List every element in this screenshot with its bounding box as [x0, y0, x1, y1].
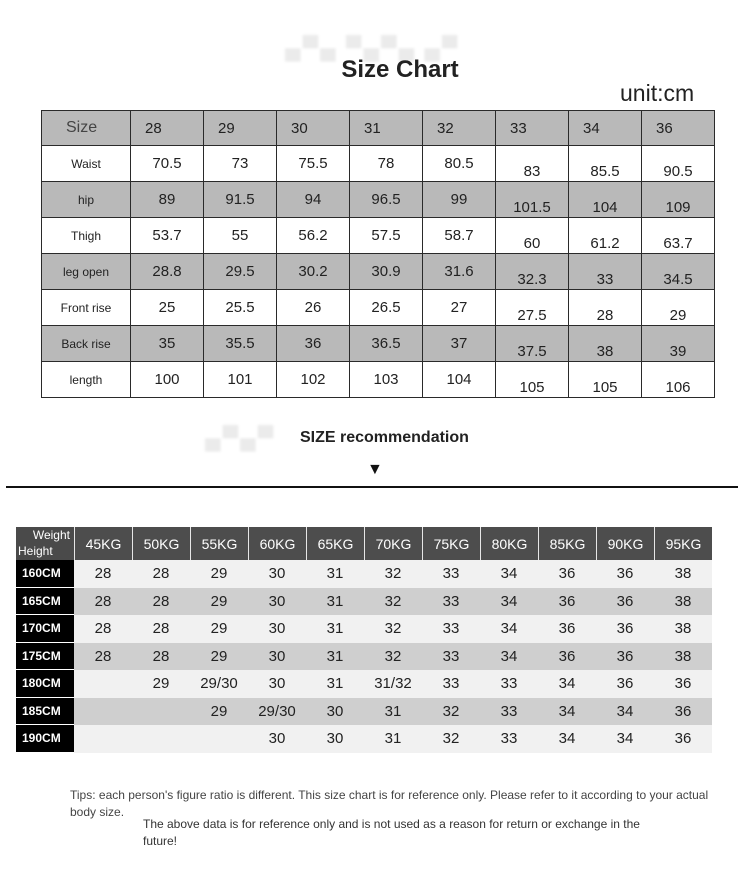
- measurement-cell: 35.5: [204, 326, 277, 362]
- measurement-cell: 109: [642, 182, 715, 218]
- measurement-cell: 90.5: [642, 146, 715, 182]
- tips-text: Tips: each person's figure ratio is different. This size chart is for reference only. Please refer to it according to your actual body size.: [70, 788, 709, 819]
- recommended-size-cell: 38: [654, 560, 712, 588]
- weight-header-cell: 85KG: [538, 527, 596, 560]
- measurement-cell: 26: [277, 290, 350, 326]
- table-corner-header: [16, 527, 74, 560]
- recommended-size-cell: 36: [596, 588, 654, 616]
- measurement-cell: 60: [496, 218, 569, 254]
- recommended-size-cell: 31: [306, 615, 364, 643]
- height-row: [16, 588, 712, 616]
- measurement-cell: 38: [569, 326, 642, 362]
- measurement-cell: 55: [204, 218, 277, 254]
- measurement-cell: 25.5: [204, 290, 277, 326]
- recommended-size-cell: 32: [364, 615, 422, 643]
- recommended-size-cell: 32: [422, 725, 480, 753]
- measurement-cell: 27: [423, 290, 496, 326]
- height-label: 170CM: [16, 615, 74, 643]
- measurement-cell: 94: [277, 182, 350, 218]
- measurement-cell: 104: [569, 182, 642, 218]
- weight-header-cell: 70KG: [364, 527, 422, 560]
- measurement-label: Waist: [42, 146, 131, 182]
- measurement-cell: 89: [131, 182, 204, 218]
- weight-header-cell: 60KG: [248, 527, 306, 560]
- measurement-cell: 29: [642, 290, 715, 326]
- recommended-size-cell: 28: [132, 643, 190, 671]
- measurement-cell: 27.5: [496, 290, 569, 326]
- measurement-cell: 37: [423, 326, 496, 362]
- recommended-size-cell: 36: [538, 615, 596, 643]
- recommended-size-cell: 30: [306, 725, 364, 753]
- measurement-cell: 85.5: [569, 146, 642, 182]
- measurement-cell: 29.5: [204, 254, 277, 290]
- page-title: Size Chart: [341, 56, 459, 83]
- recommended-size-cell: 36: [596, 670, 654, 698]
- recommended-size-cell: 33: [422, 615, 480, 643]
- measurement-cell: 101: [204, 362, 277, 398]
- recommended-size-cell: 36: [654, 670, 712, 698]
- watermark-top: ▄▀▄ ▀▄▀▄ ▄▀: [285, 35, 460, 60]
- measurement-cell: 106: [642, 362, 715, 398]
- recommendation-table: [16, 527, 712, 753]
- measurement-cell: 104: [423, 362, 496, 398]
- recommended-size-cell: 34: [480, 643, 538, 671]
- recommended-size-cell: 29: [190, 588, 248, 616]
- recommended-size-cell: 30: [248, 615, 306, 643]
- size-header-label: Size: [42, 111, 131, 146]
- section-divider: [6, 486, 738, 488]
- recommended-size-cell: 34: [596, 725, 654, 753]
- measurement-cell: 34.5: [642, 254, 715, 290]
- weight-header-cell: 45KG: [74, 527, 132, 560]
- measurement-cell: 28: [569, 290, 642, 326]
- recommended-size-cell: 33: [422, 643, 480, 671]
- weight-axis-label: Weight: [32, 528, 70, 542]
- measurement-cell: 91.5: [204, 182, 277, 218]
- height-label: 185CM: [16, 698, 74, 726]
- recommended-size-cell: 31: [306, 643, 364, 671]
- measurement-cell: 36.5: [350, 326, 423, 362]
- height-row: [16, 643, 712, 671]
- height-axis-label: Height: [18, 544, 53, 558]
- recommended-size-cell: 30: [248, 560, 306, 588]
- measurement-cell: 80.5: [423, 146, 496, 182]
- height-label: 175CM: [16, 643, 74, 671]
- recommended-size-cell: 29: [190, 615, 248, 643]
- measurement-cell: 63.7: [642, 218, 715, 254]
- measurement-cell: 105: [496, 362, 569, 398]
- height-label: 180CM: [16, 670, 74, 698]
- measurement-label: Thigh: [42, 218, 131, 254]
- recommended-size-cell: 34: [596, 698, 654, 726]
- measurement-cell: 32.3: [496, 254, 569, 290]
- recommended-size-cell: 33: [480, 725, 538, 753]
- measurement-cell: 57.5: [350, 218, 423, 254]
- recommended-size-cell: 30: [248, 670, 306, 698]
- recommended-size-cell: 32: [364, 588, 422, 616]
- measurement-cell: 70.5: [131, 146, 204, 182]
- measurement-cell: 83: [496, 146, 569, 182]
- measurement-row: [42, 290, 715, 326]
- recommended-size-cell: 31/32: [364, 670, 422, 698]
- recommended-size-cell: 34: [538, 670, 596, 698]
- recommended-size-cell: [190, 725, 248, 753]
- measurement-cell: 30.2: [277, 254, 350, 290]
- recommended-size-cell: 38: [654, 643, 712, 671]
- recommended-size-cell: 29: [190, 698, 248, 726]
- recommended-size-cell: [74, 698, 132, 726]
- measurement-cell: 102: [277, 362, 350, 398]
- height-row: [16, 698, 712, 726]
- recommended-size-cell: 36: [538, 560, 596, 588]
- weight-header-cell: 50KG: [132, 527, 190, 560]
- recommended-size-cell: 31: [364, 698, 422, 726]
- size-header-cell: 34: [569, 111, 642, 146]
- measurement-label: leg open: [42, 254, 131, 290]
- measurement-label: length: [42, 362, 131, 398]
- measurement-cell: 75.5: [277, 146, 350, 182]
- unit-label: unit:cm: [620, 80, 695, 106]
- recommended-size-cell: 29/30: [248, 698, 306, 726]
- recommended-size-cell: [132, 698, 190, 726]
- recommended-size-cell: 33: [422, 588, 480, 616]
- recommended-size-cell: 30: [248, 725, 306, 753]
- recommended-size-cell: 31: [306, 588, 364, 616]
- size-header-cell: 36: [642, 111, 715, 146]
- recommended-size-cell: 30: [306, 698, 364, 726]
- recommended-size-cell: 31: [306, 670, 364, 698]
- measurement-cell: 96.5: [350, 182, 423, 218]
- recommended-size-cell: 29: [132, 670, 190, 698]
- recommended-size-cell: 32: [364, 560, 422, 588]
- measurement-cell: 35: [131, 326, 204, 362]
- measurement-cell: 73: [204, 146, 277, 182]
- measurement-row: [42, 326, 715, 362]
- recommended-size-cell: 28: [132, 615, 190, 643]
- measurement-cell: 78: [350, 146, 423, 182]
- recommended-size-cell: 28: [132, 588, 190, 616]
- recommended-size-cell: 28: [74, 588, 132, 616]
- recommended-size-cell: 34: [538, 698, 596, 726]
- size-header-cell: 28: [131, 111, 204, 146]
- measurement-cell: 56.2: [277, 218, 350, 254]
- weight-header-cell: 95KG: [654, 527, 712, 560]
- measurement-cell: 105: [569, 362, 642, 398]
- measurement-cell: 101.5: [496, 182, 569, 218]
- weight-header-cell: 90KG: [596, 527, 654, 560]
- size-header-cell: 30: [277, 111, 350, 146]
- height-row: [16, 615, 712, 643]
- size-header-row: [42, 111, 715, 146]
- recommended-size-cell: 29/30: [190, 670, 248, 698]
- measurement-label: Front rise: [42, 290, 131, 326]
- measurement-label: hip: [42, 182, 131, 218]
- measurement-cell: 100: [131, 362, 204, 398]
- recommended-size-cell: 28: [132, 560, 190, 588]
- measurement-cell: 30.9: [350, 254, 423, 290]
- measurement-cell: 103: [350, 362, 423, 398]
- measurement-cell: 25: [131, 290, 204, 326]
- watermark-middle: ▄▀▄▀: [205, 425, 276, 450]
- recommended-size-cell: 34: [480, 560, 538, 588]
- recommended-size-cell: 33: [422, 560, 480, 588]
- recommended-size-cell: 31: [364, 725, 422, 753]
- measurement-cell: 53.7: [131, 218, 204, 254]
- recommended-size-cell: 38: [654, 615, 712, 643]
- measurement-cell: 31.6: [423, 254, 496, 290]
- measurement-label: Back rise: [42, 326, 131, 362]
- height-row: [16, 670, 712, 698]
- recommended-size-cell: 29: [190, 560, 248, 588]
- recommended-size-cell: 28: [74, 615, 132, 643]
- measurement-cell: 37.5: [496, 326, 569, 362]
- recommended-size-cell: 36: [596, 560, 654, 588]
- recommended-size-cell: 28: [74, 560, 132, 588]
- measurement-row: [42, 254, 715, 290]
- recommended-size-cell: [132, 725, 190, 753]
- measurement-row: [42, 146, 715, 182]
- measurement-cell: 36: [277, 326, 350, 362]
- measurement-row: [42, 218, 715, 254]
- recommended-size-cell: 36: [538, 643, 596, 671]
- recommended-size-cell: [74, 725, 132, 753]
- recommended-size-cell: 33: [480, 698, 538, 726]
- recommended-size-cell: 29: [190, 643, 248, 671]
- height-row: [16, 560, 712, 588]
- size-header-cell: 33: [496, 111, 569, 146]
- size-chart-table: [41, 110, 715, 398]
- measurement-cell: 61.2: [569, 218, 642, 254]
- height-label: 165CM: [16, 588, 74, 616]
- measurement-row: [42, 362, 715, 398]
- weight-header-cell: 75KG: [422, 527, 480, 560]
- measurement-cell: 99: [423, 182, 496, 218]
- recommended-size-cell: 36: [654, 725, 712, 753]
- size-header-cell: 31: [350, 111, 423, 146]
- recommended-size-cell: 30: [248, 588, 306, 616]
- recommended-size-cell: 28: [74, 643, 132, 671]
- down-arrow-icon: ▼: [367, 461, 383, 478]
- size-header-cell: 32: [423, 111, 496, 146]
- measurement-cell: 26.5: [350, 290, 423, 326]
- recommended-size-cell: 36: [654, 698, 712, 726]
- recommended-size-cell: 33: [480, 670, 538, 698]
- recommended-size-cell: 38: [654, 588, 712, 616]
- height-label: 190CM: [16, 725, 74, 753]
- recommended-size-cell: 31: [306, 560, 364, 588]
- disclaimer-text: The above data is for reference only and is not used as a reason for return or exchange in the future!: [143, 817, 640, 848]
- weight-header-cell: 65KG: [306, 527, 364, 560]
- height-label: 160CM: [16, 560, 74, 588]
- size-header-cell: 29: [204, 111, 277, 146]
- weight-header-cell: 55KG: [190, 527, 248, 560]
- recommended-size-cell: 33: [422, 670, 480, 698]
- recommended-size-cell: 32: [422, 698, 480, 726]
- recommendation-title: SIZE recommendation: [300, 429, 469, 446]
- recommended-size-cell: 36: [596, 643, 654, 671]
- weight-header-cell: 80KG: [480, 527, 538, 560]
- measurement-cell: 33: [569, 254, 642, 290]
- height-row: [16, 725, 712, 753]
- measurement-cell: 39: [642, 326, 715, 362]
- recommended-size-cell: 34: [480, 588, 538, 616]
- recommended-size-cell: 36: [596, 615, 654, 643]
- measurement-cell: 58.7: [423, 218, 496, 254]
- recommended-size-cell: 36: [538, 588, 596, 616]
- recommended-size-cell: 34: [480, 615, 538, 643]
- measurement-cell: 28.8: [131, 254, 204, 290]
- recommended-size-cell: 34: [538, 725, 596, 753]
- measurement-row: [42, 182, 715, 218]
- recommended-size-cell: [74, 670, 132, 698]
- recommended-size-cell: 30: [248, 643, 306, 671]
- recommended-size-cell: 32: [364, 643, 422, 671]
